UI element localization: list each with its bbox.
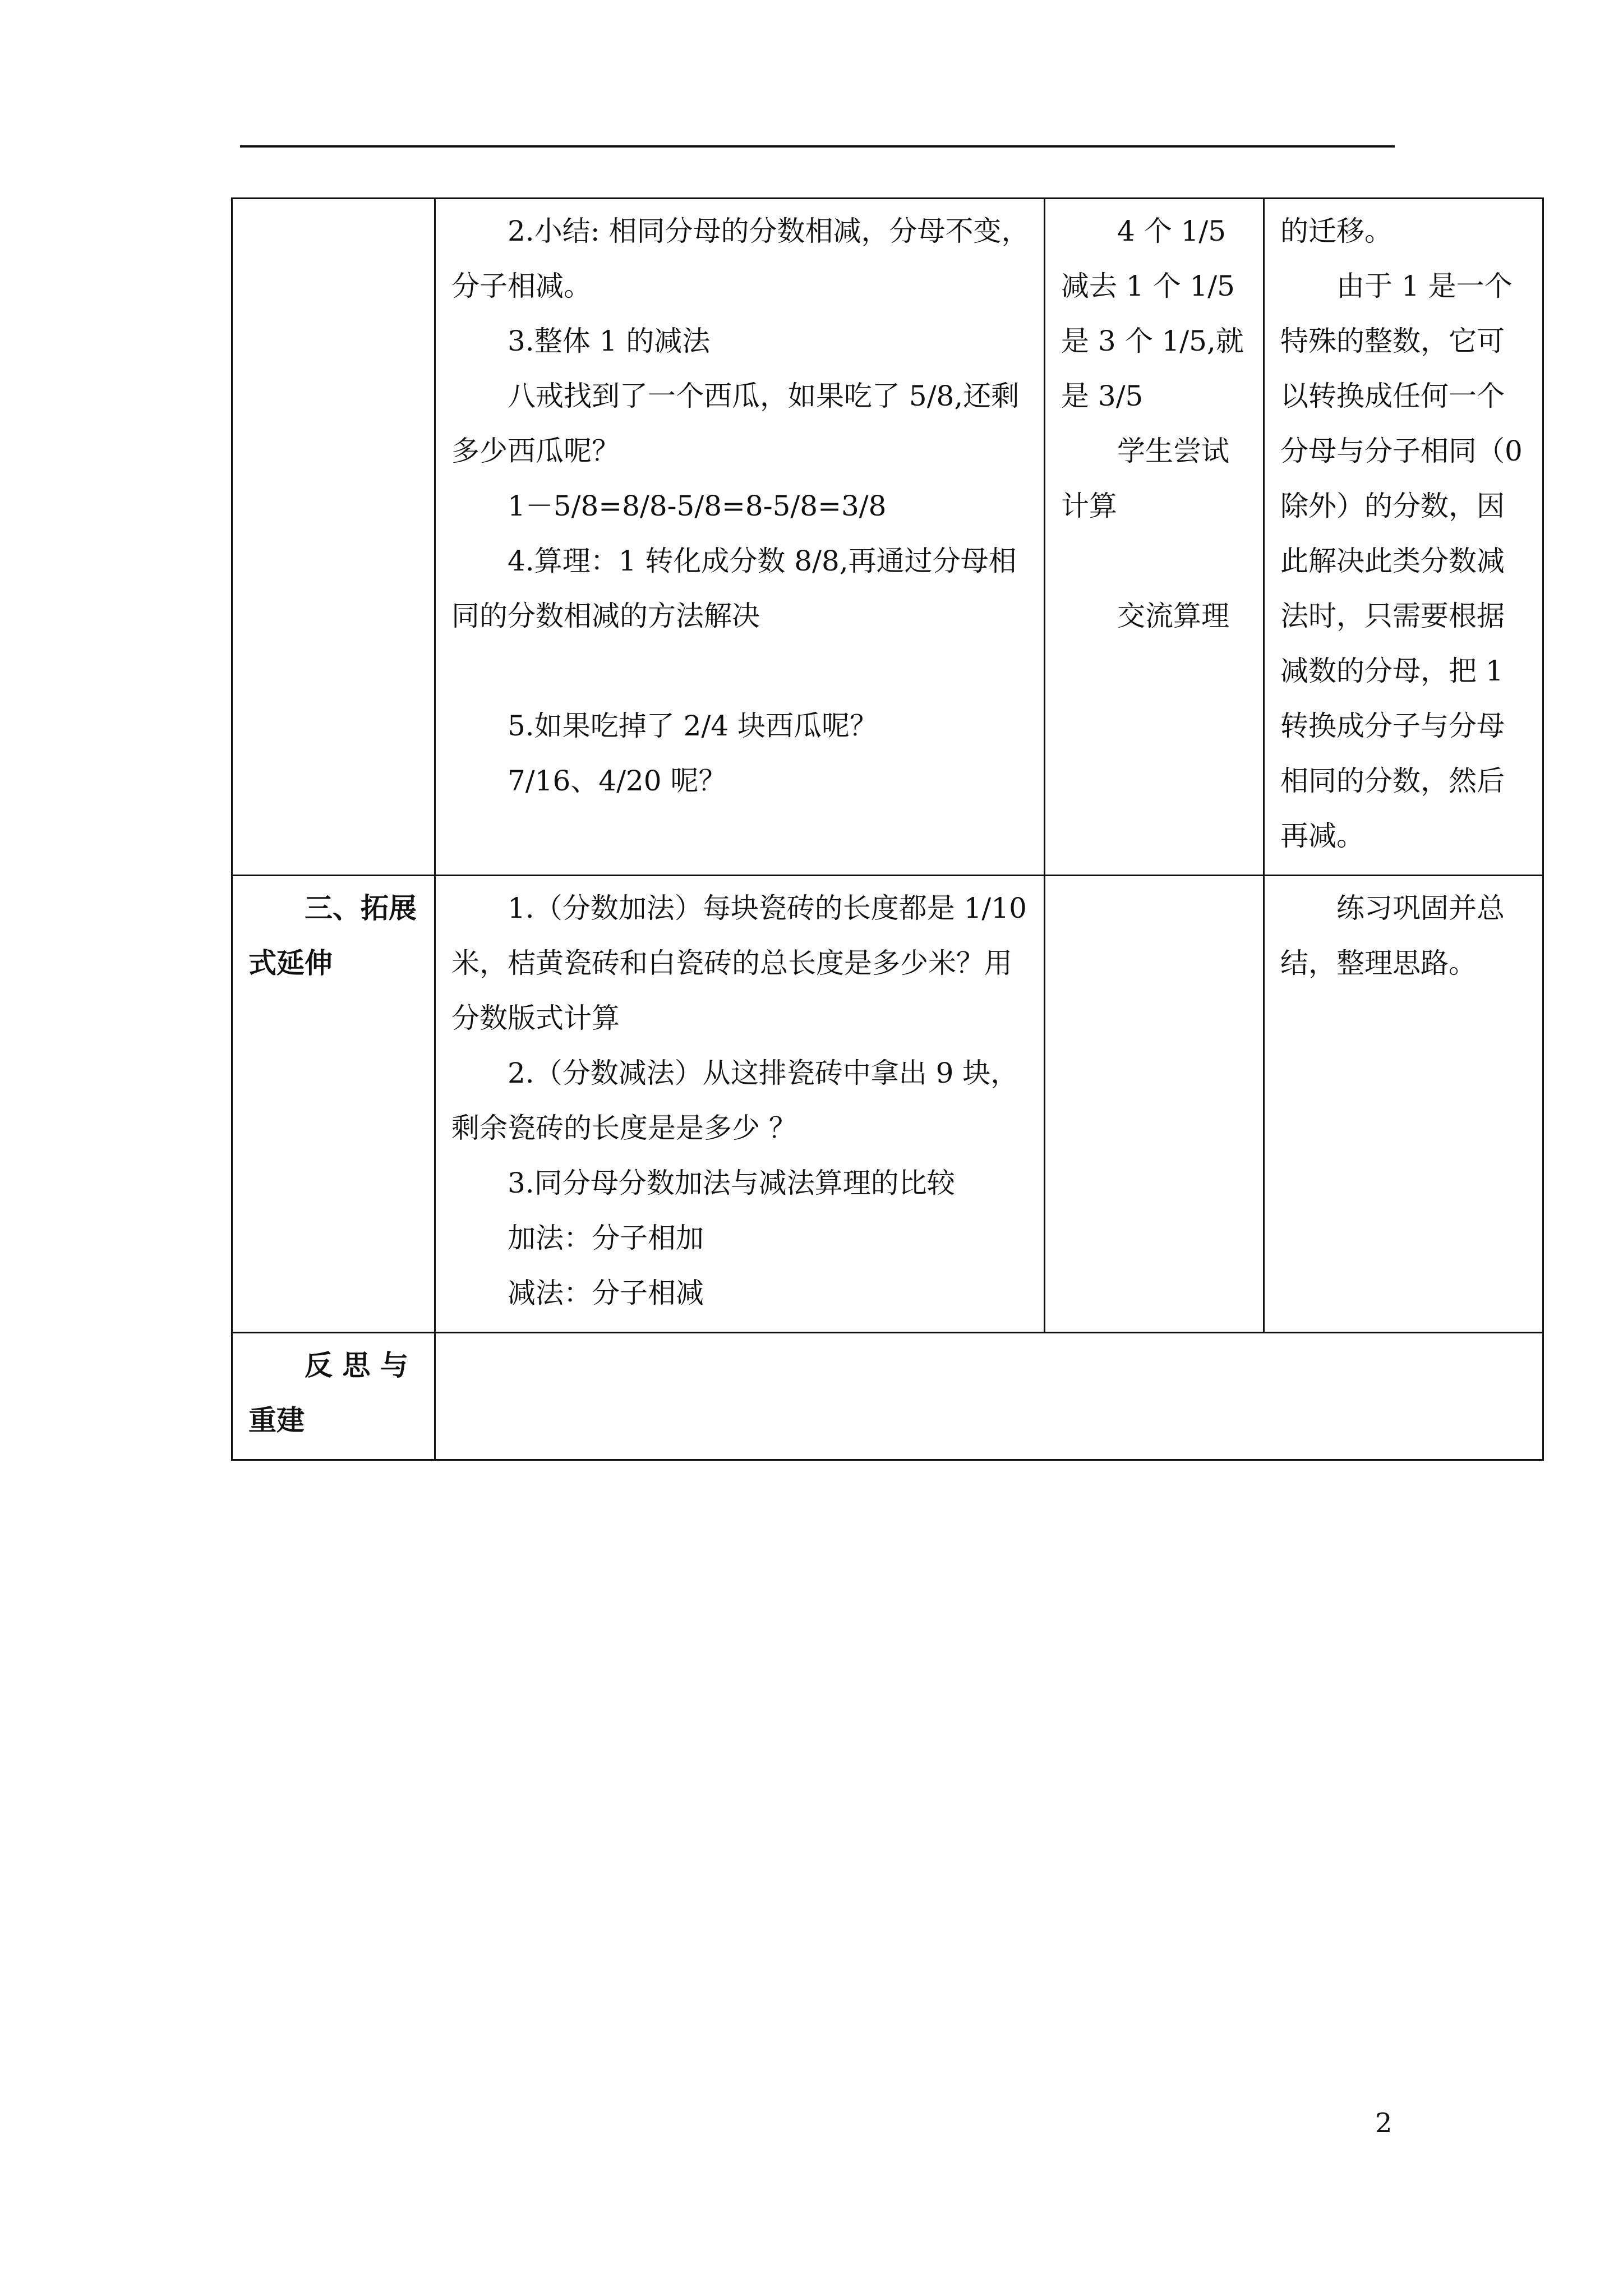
table-row — [232, 199, 1543, 876]
lesson-plan-table — [231, 197, 1544, 1461]
table-row — [232, 1333, 1543, 1460]
stage-cell — [232, 1333, 435, 1460]
design-intent-cell — [1264, 876, 1543, 1333]
process-line: 3.同分母分数加法与减法算理的比较 — [508, 1167, 955, 1199]
intent-line: 练习巩固并总结，整理思路。 — [1280, 892, 1505, 979]
blank-line — [1061, 533, 1249, 588]
process-line: 3.整体 1 的减法 — [508, 325, 711, 357]
intent-line: 由于 1 是一个特殊的整数，它可以转换成任何一个分母与分子相同（0 除外）的分数，因此解决此类分数减法时，只需要根据减数的分母，把 1 转换成分子与分母相同的分数，然后再减。 — [1280, 270, 1523, 852]
student-line: 交流算理 — [1117, 600, 1229, 632]
process-line: 1－5/8=8/8-5/8=8-5/8=3/8 — [508, 490, 887, 522]
student-activity-cell — [1045, 199, 1264, 876]
stage-label: 反 思 与 — [305, 1349, 408, 1382]
stage-cell — [232, 876, 435, 1333]
process-cell — [435, 199, 1045, 876]
page-number: 2 — [1375, 2108, 1393, 2139]
stage-cell — [232, 199, 435, 876]
process-line: 减法：分子相减 — [508, 1277, 704, 1309]
table-row — [232, 876, 1543, 1333]
design-intent-cell — [1264, 199, 1543, 876]
process-line: 5.如果吃掉了 2/4 块西瓜呢？ — [508, 710, 878, 742]
blank-line — [451, 643, 1030, 698]
process-line: 1.（分数加法）每块瓷砖的长度都是 1/10 米，桔黄瓷砖和白瓷砖的总长度是多少米？用分数版式计算 — [451, 892, 1027, 1034]
student-activity-cell — [1045, 876, 1264, 1333]
process-line: 2.小结: 相同分母的分数相减，分母不变，分子相减。 — [451, 215, 1030, 302]
process-line: 4.算理：1 转化成分数 8/8,再通过分母相同的分数相减的方法解决 — [451, 545, 1017, 632]
process-line: 加法：分子相加 — [508, 1222, 704, 1254]
header-rule — [240, 145, 1395, 148]
stage-label: 三、拓展 — [305, 891, 417, 924]
reflection-cell — [435, 1333, 1543, 1460]
stage-label: 重建 — [248, 1404, 305, 1437]
student-line: 学生尝试计算 — [1061, 435, 1229, 522]
stage-label: 式延伸 — [248, 946, 333, 979]
intent-line: 的迁移。 — [1280, 215, 1393, 247]
process-line: 八戒找到了一个西瓜，如果吃了 5/8,还剩多少西瓜呢？ — [451, 380, 1020, 467]
process-line: 2.（分数减法）从这排瓷砖中拿出 9 块，剩余瓷砖的长度是是多少 ？ — [451, 1057, 1019, 1144]
process-cell — [435, 876, 1045, 1333]
student-line: 4 个 1/5 减去 1 个 1/5 是 3 个 1/5,就是 3/5 — [1061, 215, 1244, 412]
process-line: 7/16、4/20 呢？ — [508, 765, 727, 797]
